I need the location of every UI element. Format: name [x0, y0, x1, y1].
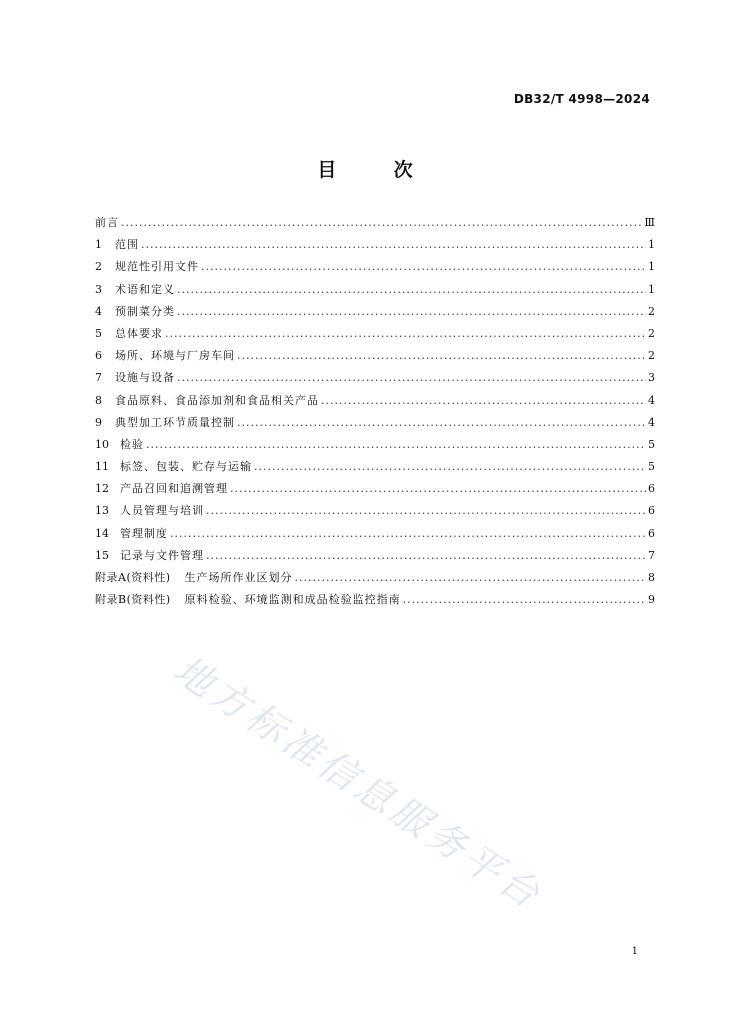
toc-label: 规范性引用文件 — [115, 260, 199, 274]
toc-leader-dots — [206, 504, 646, 517]
toc-number: 14 — [95, 526, 109, 540]
toc-number: 7 — [95, 371, 102, 385]
toc-page: 6 — [648, 504, 655, 518]
toc-label: 人员管理与培训 — [120, 504, 204, 518]
toc-number: 6 — [95, 349, 102, 363]
toc-number: 1 — [95, 238, 102, 252]
toc-number: 4 — [95, 304, 102, 318]
toc-label: 预制菜分类 — [115, 304, 175, 318]
toc-page: Ⅲ — [644, 216, 655, 229]
toc-entry-1[interactable] — [95, 236, 655, 258]
toc-number: 2 — [95, 260, 102, 274]
toc-entry-foreword[interactable] — [95, 214, 655, 236]
toc-label: 检验 — [120, 437, 144, 451]
toc-entry-12[interactable] — [95, 480, 655, 502]
toc-page: 4 — [648, 393, 655, 407]
appendix-tag: 附录A(资料性) — [95, 571, 171, 584]
toc-page: 6 — [648, 482, 655, 496]
toc-leader-dots — [177, 283, 646, 296]
toc-label: 前言 — [95, 216, 119, 229]
toc-page: 1 — [648, 260, 655, 274]
toc-label: 产品召回和追溯管理 — [120, 482, 228, 496]
toc-number: 3 — [95, 282, 102, 296]
toc-number: 8 — [95, 393, 102, 407]
toc-label: 标签、包装、贮存与运输 — [120, 460, 252, 474]
toc-leader-dots — [237, 416, 646, 429]
toc-page: 2 — [648, 326, 655, 340]
toc-page: 4 — [648, 415, 655, 429]
toc-number: 12 — [95, 482, 109, 496]
toc-leader-dots — [177, 305, 646, 318]
toc-page: 5 — [648, 460, 655, 474]
toc-page: 8 — [648, 571, 655, 584]
toc-label: 总体要求 — [115, 326, 163, 340]
toc-label: 范围 — [115, 238, 139, 252]
toc-number: 9 — [95, 415, 102, 429]
toc-leader-dots — [170, 527, 646, 540]
toc-leader-dots — [177, 371, 646, 384]
toc-entry-13[interactable] — [95, 502, 655, 524]
toc-entry-2[interactable] — [95, 258, 655, 280]
toc-title-char-2: 次 — [393, 159, 413, 181]
toc-entry-appendix-a[interactable] — [95, 569, 655, 591]
toc-entry-6[interactable] — [95, 347, 655, 369]
page-number: 1 — [631, 946, 638, 957]
toc-leader-dots — [121, 216, 642, 229]
toc-leader-dots — [321, 394, 646, 407]
toc-label: 原料检验、环境监测和成品检验监控指南 — [184, 593, 401, 607]
toc-page: 1 — [648, 282, 655, 296]
toc-entry-10[interactable] — [95, 436, 655, 458]
toc-leader-dots — [254, 460, 646, 473]
toc-leader-dots — [237, 349, 646, 362]
toc-entry-15[interactable] — [95, 547, 655, 569]
toc-leader-dots — [201, 260, 646, 273]
toc-label: 记录与文件管理 — [120, 548, 204, 562]
toc-entry-7[interactable] — [95, 369, 655, 391]
toc-leader-dots — [146, 438, 646, 451]
toc-number: 13 — [95, 504, 109, 518]
toc-number: 10 — [95, 437, 109, 451]
toc-label: 管理制度 — [120, 526, 168, 540]
toc-entry-14[interactable] — [95, 525, 655, 547]
table-of-contents — [95, 214, 655, 613]
toc-entry-4[interactable] — [95, 303, 655, 325]
toc-entry-3[interactable] — [95, 281, 655, 303]
toc-entry-5[interactable] — [95, 325, 655, 347]
toc-leader-dots — [295, 571, 646, 584]
toc-label: 术语和定义 — [115, 282, 175, 296]
toc-leader-dots — [206, 549, 646, 562]
toc-title-char-1: 目 — [317, 159, 337, 181]
toc-entry-appendix-b[interactable] — [95, 591, 655, 613]
toc-page: 3 — [648, 371, 655, 385]
toc-page: 1 — [648, 238, 655, 252]
toc-leader-dots — [141, 238, 646, 251]
toc-label: 食品原料、食品添加剂和食品相关产品 — [115, 393, 319, 407]
toc-number: 11 — [95, 460, 109, 474]
watermark: 地方标准信息服务平台 — [166, 647, 551, 919]
toc-leader-dots — [165, 327, 646, 340]
toc-number: 15 — [95, 548, 109, 562]
toc-label: 生产场所作业区划分 — [184, 571, 293, 584]
toc-number: 5 — [95, 326, 102, 340]
toc-page: 9 — [648, 593, 655, 607]
toc-entry-9[interactable] — [95, 414, 655, 436]
toc-label: 典型加工环节质量控制 — [115, 415, 235, 429]
standard-code: DB32/T 4998—2024 — [513, 92, 650, 106]
toc-entry-8[interactable] — [95, 392, 655, 414]
toc-page: 7 — [648, 548, 655, 562]
toc-leader-dots — [230, 482, 646, 495]
toc-page: 2 — [648, 304, 655, 318]
toc-leader-dots — [403, 593, 646, 606]
toc-label: 设施与设备 — [115, 371, 175, 385]
toc-page: 6 — [648, 526, 655, 540]
toc-label: 场所、环境与厂房车间 — [115, 349, 235, 363]
toc-page: 5 — [648, 437, 655, 451]
appendix-tag: 附录B(资料性) — [95, 593, 171, 607]
toc-entry-11[interactable] — [95, 458, 655, 480]
toc-title — [0, 155, 730, 182]
toc-page: 2 — [648, 349, 655, 363]
